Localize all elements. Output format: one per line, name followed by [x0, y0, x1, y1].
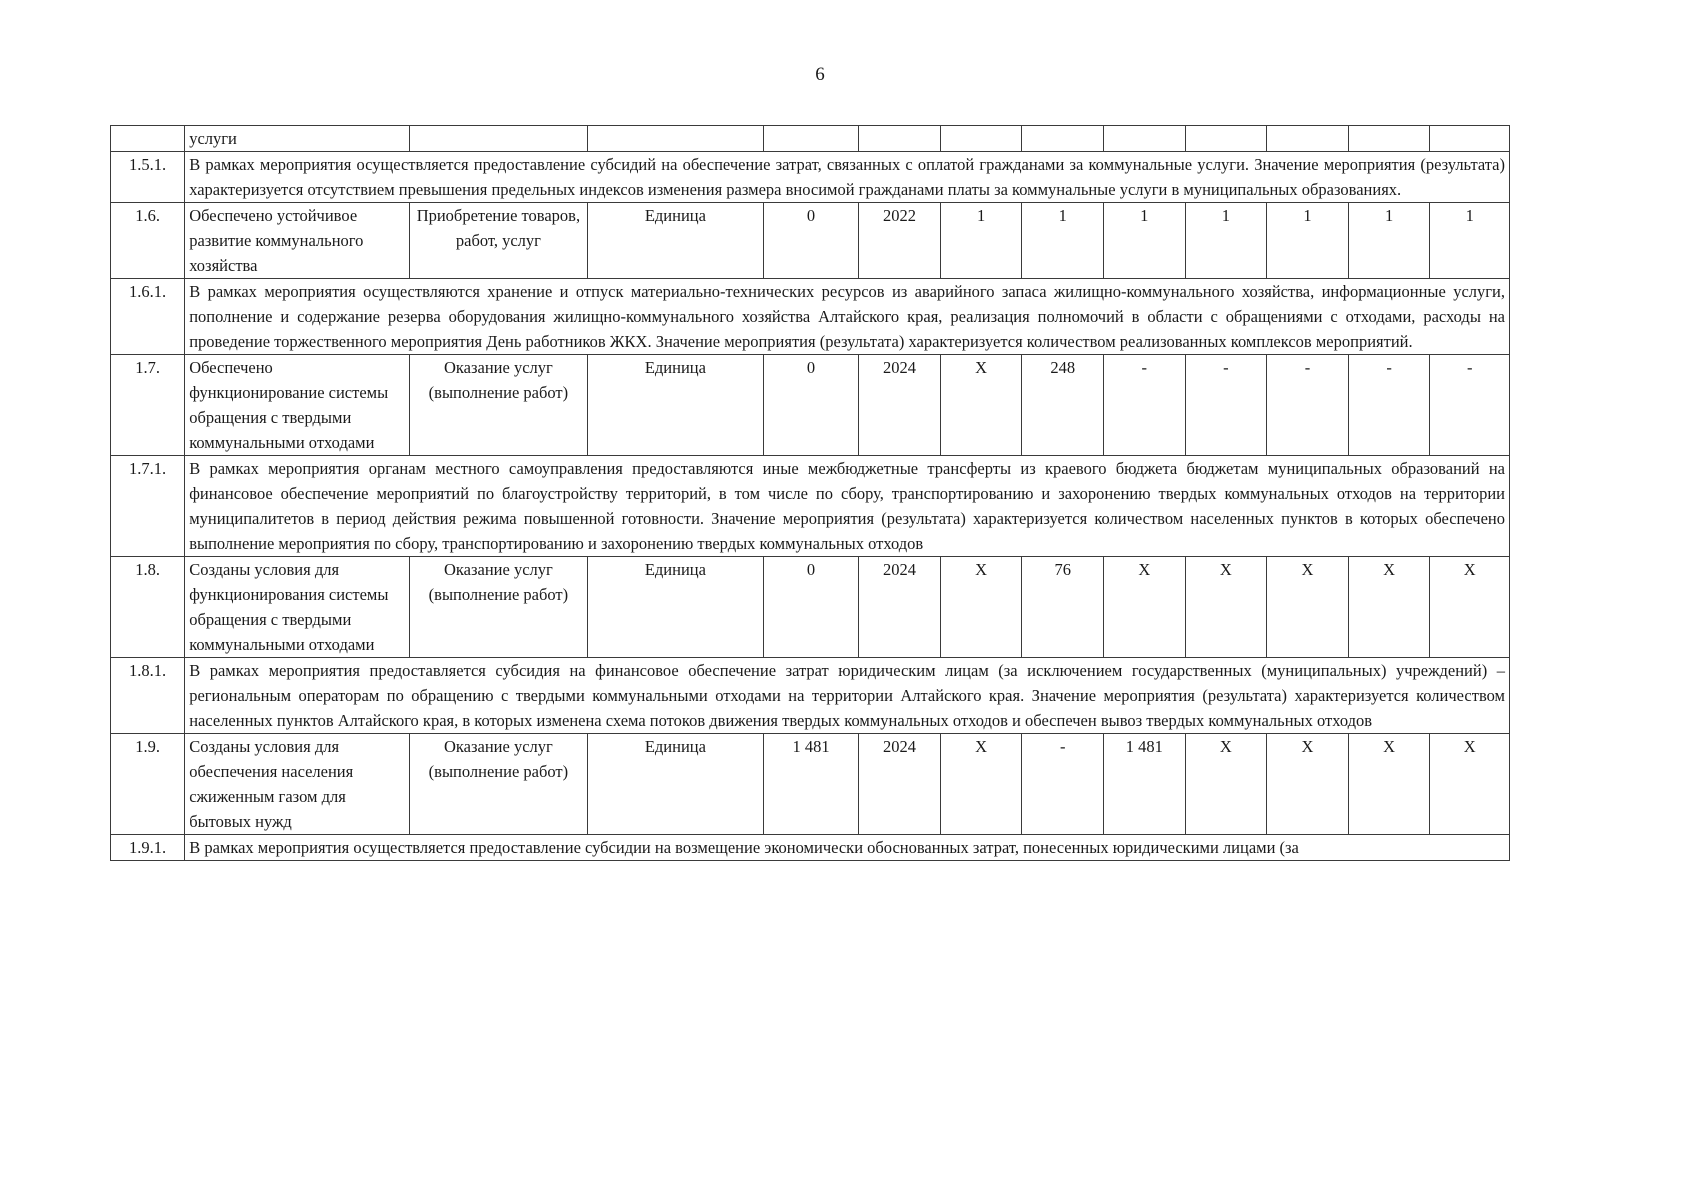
base-year: 2024 — [859, 734, 941, 835]
description-row — [111, 835, 1510, 861]
table-row — [111, 355, 1510, 456]
unit: Единица — [587, 203, 763, 279]
value-cell: 248 — [1022, 355, 1104, 456]
value-cell: X — [1267, 557, 1349, 658]
value-cell: X — [1430, 734, 1510, 835]
row-number: 1.6. — [111, 203, 185, 279]
value-cell: 1 — [1022, 203, 1104, 279]
row-name-continued: услуги — [185, 126, 410, 152]
value-cell: - — [1430, 355, 1510, 456]
value-cell: - — [1104, 355, 1186, 456]
table-row — [111, 557, 1510, 658]
value-cell: 76 — [1022, 557, 1104, 658]
value-cell: - — [1022, 734, 1104, 835]
value-cell: 1 — [1430, 203, 1510, 279]
result-type: Оказание услуг (выполнение работ) — [409, 557, 587, 658]
base-year: 2024 — [859, 557, 941, 658]
description-row — [111, 279, 1510, 355]
unit: Единица — [587, 557, 763, 658]
value-cell: X — [1267, 734, 1349, 835]
value-cell: - — [1267, 355, 1349, 456]
value-cell: X — [1104, 557, 1186, 658]
value-cell: X — [1185, 557, 1267, 658]
description-text: В рамках мероприятия органам местного самоуправления предоставляются иные межбюджетные трансферты из краевого бюджета бюджетам муниципальных образований на финансовое обеспечение мероприятий по благоустройству территорий, в том числе по сбору, транспортированию и захоронению твердых коммунальных отходов на территории муниципалитетов в период действия режима повышенной готовности. Значение мероприятия (результата) характеризуется количеством населенных пунктов в которых обеспечено выполнение мероприятия по сбору, транспортированию и захоронению твердых коммунальных отходов — [185, 456, 1510, 557]
value-cell: X — [1348, 734, 1430, 835]
description-row — [111, 658, 1510, 734]
row-number: 1.8. — [111, 557, 185, 658]
unit: Единица — [587, 355, 763, 456]
table-row — [111, 734, 1510, 835]
description-number: 1.7.1. — [111, 456, 185, 557]
base-value: 1 481 — [763, 734, 858, 835]
page-number: 6 — [815, 64, 825, 85]
value-cell: X — [940, 557, 1022, 658]
description-number: 1.6.1. — [111, 279, 185, 355]
value-cell: 1 — [1104, 203, 1186, 279]
row-number: 1.7. — [111, 355, 185, 456]
base-value: 0 — [763, 557, 858, 658]
result-name: Созданы условия для функционирования системы обращения с твердыми коммунальными отходами — [185, 557, 410, 658]
result-type: Приобретение товаров, работ, услуг — [409, 203, 587, 279]
description-text: В рамках мероприятия осуществляются хранение и отпуск материально-технических ресурсов из аварийного запаса жилищно-коммунального хозяйства, информационные услуги, пополнение и содержание резерва оборудования жилищно-коммунального хозяйства Алтайского края, реализация полномочий в области с обращениями с отходами, расходы на проведение торжественного мероприятия День работников ЖКХ. Значение мероприятия (результата) характеризуется количеством реализованных комплексов мероприятий. — [185, 279, 1510, 355]
value-cell: 1 — [1348, 203, 1430, 279]
base-year: 2024 — [859, 355, 941, 456]
result-name: Созданы условия для обеспечения населения сжиженным газом для бытовых нужд — [185, 734, 410, 835]
value-cell: - — [1348, 355, 1430, 456]
value-cell: 1 — [1185, 203, 1267, 279]
table-row — [111, 126, 1510, 152]
value-cell: 1 — [940, 203, 1022, 279]
result-type: Оказание услуг (выполнение работ) — [409, 355, 587, 456]
unit: Единица — [587, 734, 763, 835]
value-cell: X — [1430, 557, 1510, 658]
description-number: 1.5.1. — [111, 152, 185, 203]
value-cell: X — [940, 734, 1022, 835]
base-year: 2022 — [859, 203, 941, 279]
result-name: Обеспечено устойчивое развитие коммунального хозяйства — [185, 203, 410, 279]
description-text: В рамках мероприятия осуществляется предоставление субсидии на возмещение экономически обоснованных затрат, понесенных юридическими лицами (за — [185, 835, 1510, 861]
value-cell: X — [1185, 734, 1267, 835]
description-number: 1.8.1. — [111, 658, 185, 734]
base-value: 0 — [763, 355, 858, 456]
table-row — [111, 203, 1510, 279]
base-value: 0 — [763, 203, 858, 279]
description-number: 1.9.1. — [111, 835, 185, 861]
result-name: Обеспечено функционирование системы обращения с твердыми коммунальными отходами — [185, 355, 410, 456]
indicators-table — [110, 125, 1510, 861]
description-text: В рамках мероприятия осуществляется предоставление субсидий на обеспечение затрат, связанных с оплатой гражданами за коммунальные услуги. Значение мероприятия (результата) характеризуется отсутствием превышения предельных индексов изменения размера вносимой гражданами платы за коммунальные услуги в муниципальных образованиях. — [185, 152, 1510, 203]
value-cell: X — [940, 355, 1022, 456]
value-cell: - — [1185, 355, 1267, 456]
value-cell: X — [1348, 557, 1430, 658]
row-number: 1.9. — [111, 734, 185, 835]
description-row — [111, 456, 1510, 557]
description-row — [111, 152, 1510, 203]
value-cell: 1 481 — [1104, 734, 1186, 835]
description-text: В рамках мероприятия предоставляется субсидия на финансовое обеспечение затрат юридическим лицам (за исключением государственных (муниципальных) учреждений) – региональным операторам по обращению с твердыми коммунальными отходами на территории Алтайского края. Значение мероприятия (результата) характеризуется количеством населенных пунктов Алтайского края, в которых изменена схема потоков движения твердых коммунальных отходов и обеспечен вывоз твердых коммунальных отходов — [185, 658, 1510, 734]
result-type: Оказание услуг (выполнение работ) — [409, 734, 587, 835]
value-cell: 1 — [1267, 203, 1349, 279]
